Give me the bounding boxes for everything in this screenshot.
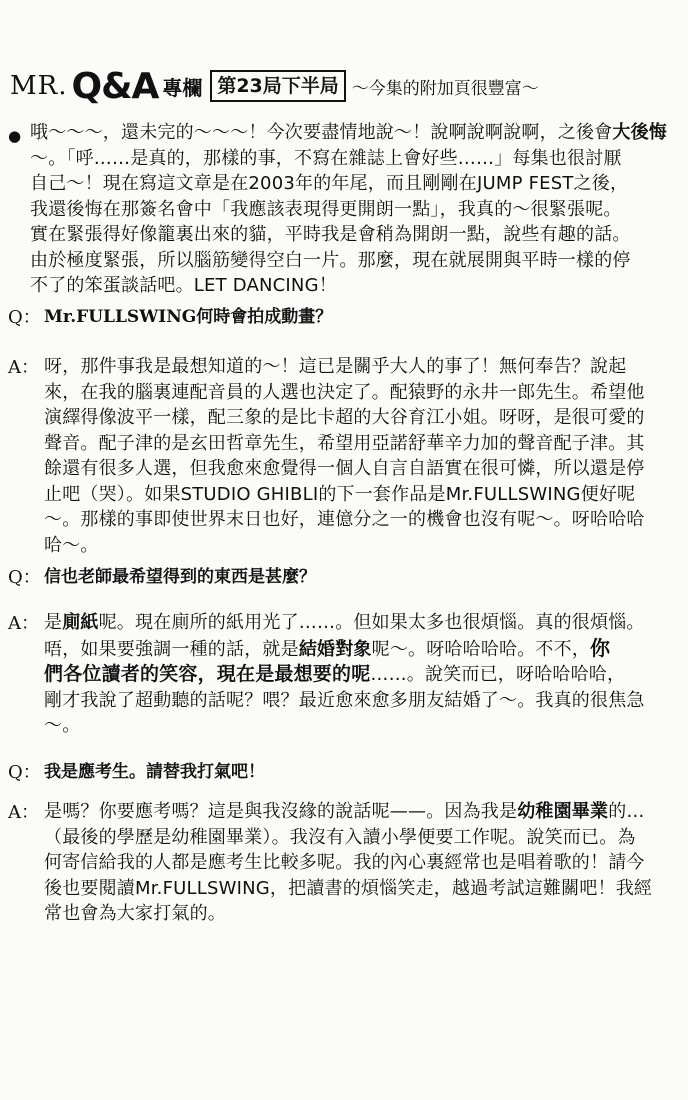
answer-line: 聲音。配子津的是玄田哲章先生，希望用亞諾舒華辛力加的聲音配子津。其 (44, 432, 645, 454)
header-episode-box: 第23局下半局 (210, 70, 345, 102)
intro-line: 自己～！現在寫這文章是在2003年的年尾，而且剛剛在JUMP FEST之後， (30, 173, 629, 194)
emphasis: 結婚對象 (298, 638, 372, 660)
answer-paragraph (44, 610, 645, 739)
answer-line: 後也要閱讀Mr.FULLSWING，把讀書的煩惱笑走，越過考試這難關吧！我經 (44, 877, 653, 899)
intro-line: 哦～～～，還未完的～～～！今次要盡情地說～！說啊說啊說啊，之後會大後悔 (30, 122, 668, 143)
answer-line: 常也會為大家打氣的。 (44, 903, 226, 924)
header-qa-logo: Q&A (71, 65, 159, 107)
answer-line: （最後的學歷是幼稚園畢業）。我沒有入讀小學便要工作呢。說笑而已。為 (44, 826, 636, 848)
answer-paragraph (44, 799, 652, 927)
answer-line: 們各位讀者的笑容，現在是最想要的呢……。說笑而已，呀哈哈哈哈， (44, 663, 626, 685)
answer-line: ～。 (44, 715, 81, 736)
question-label: Q： (8, 307, 41, 328)
intro-paragraph (30, 120, 667, 299)
answer-line: 來，在我的腦裏連配音員的人選也決定了。配猿野的永井一郎先生。希望他 (44, 381, 645, 403)
emphasis: 大後悔 (612, 122, 668, 143)
header-column: 專欄 (162, 75, 203, 100)
emphasis: 們各位讀者的笑容，現在是最想要的呢 (44, 663, 371, 685)
answer-label: A： (8, 802, 39, 823)
column-header (10, 66, 670, 106)
answer-line: 餘還有很多人選，但我愈來愈覺得一個人自言自語實在很可憐，所以還是停 (44, 458, 645, 479)
answer-label: A： (8, 357, 39, 378)
intro-line: 我還後悔在那簽名會中「我應該表現得更開朗一點」，我真的～很緊張呢。 (30, 198, 622, 220)
emphasis: 你 (590, 635, 611, 660)
answer-paragraph (44, 354, 645, 558)
question-text: 我是應考生。請替我打氣吧！ (44, 762, 265, 782)
answer-label: A： (8, 613, 39, 634)
answer-line: 是廁紙呢。現在廁所的紙用光了……。但如果太多也很煩惱。真的很煩惱。 (44, 612, 645, 633)
intro-line: 由於極度緊張，所以腦筋變得空白一片。那麼，現在就展開與平時一樣的停 (30, 249, 631, 271)
answer-line: 剛才我說了超動聽的話呢？喂？最近愈來愈多朋友結婚了～。我真的很焦急 (44, 689, 645, 711)
emphasis: 幼稚園畢業 (517, 801, 609, 822)
header-mr: MR. (10, 71, 68, 101)
answer-line: 止吧（哭）。如果STUDIO GHIBLI的下一套作品是Mr.FULLSWING便好呢 (44, 483, 636, 505)
answer-line: 何寄信給我的人都是應考生比較多呢。我的內心裏經常也是唱着歌的！請今 (44, 852, 645, 873)
intro-line: 實在緊張得好像籠裏出來的貓，平時我是會稍為開朗一點，說些有趣的話。 (30, 224, 631, 245)
answer-line: 哈～。 (44, 534, 99, 556)
intro-line: ～。「呼……是真的，那樣的事，不寫在雜誌上會好些……」每集也很討厭 (30, 147, 622, 169)
intro-line: 不了的笨蛋談話吧。LET DANCING！ (30, 275, 337, 296)
intro-bullet: ● (8, 127, 22, 145)
answer-line: ～。那樣的事即使世界末日也好，連億分之一的機會也沒有呢～。呀哈哈哈 (44, 509, 645, 530)
emphasis: 廁紙 (62, 612, 99, 633)
answer-line: 演繹得像波平一樣，配三象的是比卡超的大谷育江小姐。呀呀，是很可愛的 (44, 407, 645, 428)
question-label: Q： (8, 567, 41, 588)
question-label: Q： (8, 762, 41, 783)
question-text: 信也老師最希望得到的東西是甚麼？ (44, 567, 316, 587)
answer-line: 是嗎？你要應考嗎？這是與我沒緣的說話呢——。因為我是幼稚園畢業的… (44, 801, 645, 822)
header-subtitle: ～今集的附加頁很豐富～ (351, 78, 539, 99)
answer-line: 唔，如果要強調一種的話，就是結婚對象呢～。呀哈哈哈哈。不不，你 (44, 635, 611, 660)
question-text: Mr.FULLSWING何時會拍成動畫？ (44, 307, 333, 327)
answer-line: 呀，那件事我是最想知道的～！這已是關乎大人的事了！無何奉告？說起 (44, 356, 627, 377)
